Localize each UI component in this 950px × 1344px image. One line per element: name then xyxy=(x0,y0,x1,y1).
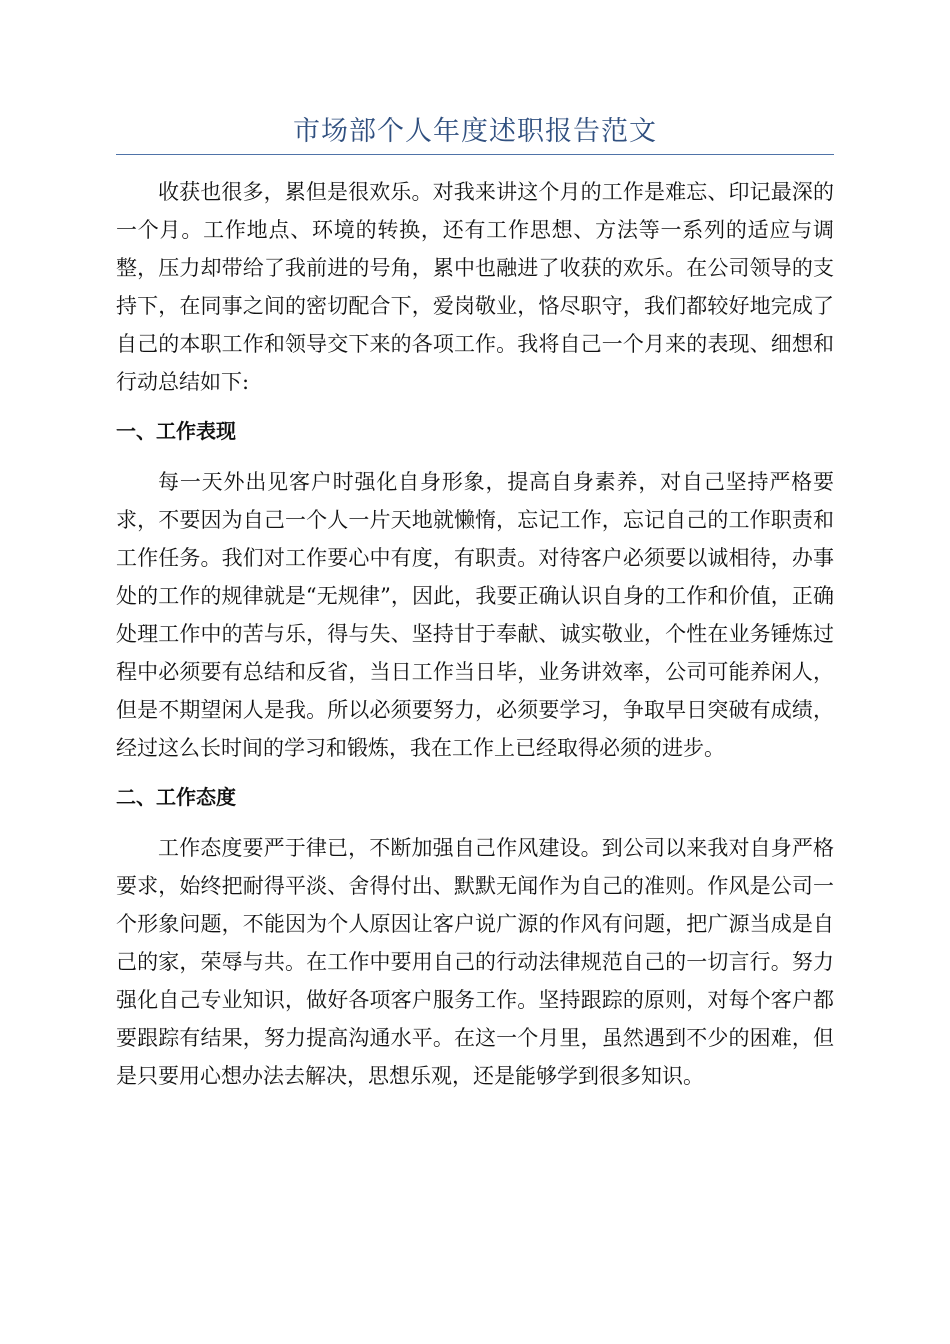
spacer xyxy=(116,767,834,778)
spacer xyxy=(116,450,834,463)
section-heading-work-attitude: 二、工作态度 xyxy=(116,785,236,809)
title-underline xyxy=(116,154,834,155)
spacer xyxy=(116,401,834,412)
section-body-work-attitude: 工作态度要严于律已，不断加强自己作风建设。到公司以来我对自身严格要求，始终把耐得平淡、舍得付出、默默无闻作为自己的准则。作风是公司一个形象问题，不能因为个人原因让客户说广源的作风有问题，把广源当成是自己的家，荣辱与共。在工作中要用自己的行动法律规范自己的一切言行。努力强化自己专业知识，做好各项客户服务工作。坚持跟踪的原则，对每个客户都要跟踪有结果，努力提高沟通水平。在这一个月里，虽然遇到不少的困难，但是只要用心想办法去解决，思想乐观，还是能够学到很多知识。 xyxy=(116,836,834,1088)
spacer xyxy=(116,816,834,829)
page-title: 市场部个人年度述职报告范文 xyxy=(293,116,657,147)
intro-paragraph: 收获也很多，累但是很欢乐。对我来讲这个月的工作是难忘、印记最深的一个月。工作地点、环境的转换，还有工作思想、方法等一系列的适应与调整，压力却带给了我前进的号角，累中也融进了收获的欢乐。在公司领导的支持下，在同事之间的密切配合下，爱岗敬业，恪尽职守，我们都较好地完成了自己的本职工作和领导交下来的各项工作。我将自己一个月来的表现、细想和行动总结如下: xyxy=(116,180,834,394)
document-body xyxy=(116,173,834,1095)
section-heading-work-performance: 一、工作表现 xyxy=(116,419,236,443)
section-body-work-performance: 每一天外出见客户时强化自身形象，提高自身素养，对自己坚持严格要求，不要因为自己一个人一片天地就懒惰，忘记工作，忘记自己的工作职责和工作任务。我们对工作要心中有度，有职责。对待客户必须要以诚相待，办事处的工作的规律就是“无规律”，因此，我要正确认识自身的工作和价值，正确处理工作中的苦与乐，得与失、坚持甘于奉献、诚实敬业，个性在业务锤炼过程中必须要有总结和反省，当日工作当日毕，业务讲效率，公司可能养闲人，但是不期望闲人是我。所以必须要努力，必须要学习，争取早日突破有成绩，经过这么长时间的学习和锻炼，我在工作上已经取得必须的进步。 xyxy=(116,470,834,760)
